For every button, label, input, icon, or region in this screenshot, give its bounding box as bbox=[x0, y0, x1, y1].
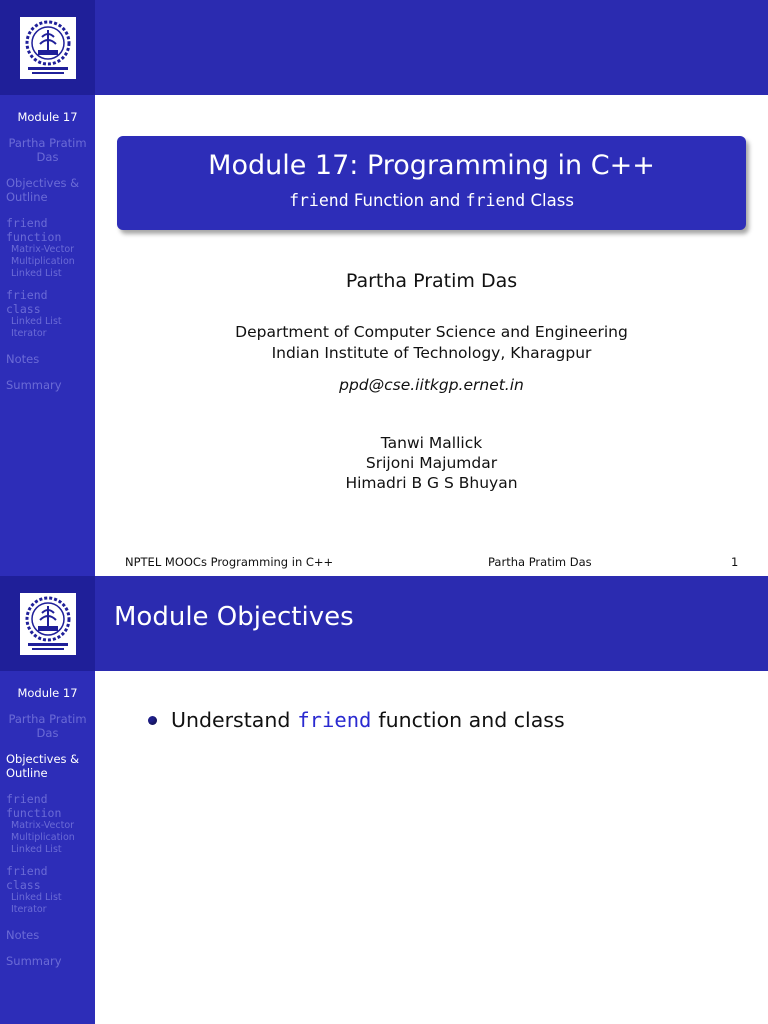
sidebar-nav bbox=[0, 686, 95, 968]
nav-sub-iterator[interactable]: Iterator bbox=[11, 904, 47, 915]
footer-course: NPTEL MOOCs Programming in C++ bbox=[125, 555, 334, 569]
nav-sub-iterator[interactable]: Iterator bbox=[11, 328, 47, 339]
nav-item-objectives[interactable]: Objectives & Outline bbox=[6, 752, 80, 780]
author-name: Partha Pratim Das bbox=[345, 270, 518, 292]
list-item bbox=[148, 708, 565, 732]
objectives-slide bbox=[0, 576, 768, 1024]
institute: Indian Institute of Technology, Kharagpur bbox=[271, 344, 592, 362]
sidebar-nav bbox=[0, 110, 95, 392]
bullet-text-pre: Understand bbox=[171, 708, 291, 732]
nav-item-summary[interactable]: Summary bbox=[6, 954, 62, 968]
slide-subtitle bbox=[117, 191, 746, 210]
team-member: Tanwi Mallick bbox=[380, 434, 483, 452]
nav-item-notes[interactable]: Notes bbox=[6, 928, 40, 942]
subtitle-mid: Function and bbox=[353, 191, 461, 210]
nav-item-summary[interactable]: Summary bbox=[6, 378, 62, 392]
subtitle-end: Class bbox=[530, 191, 574, 210]
logo-container bbox=[0, 576, 95, 671]
bullet-icon bbox=[148, 716, 157, 725]
team-member: Himadri B G S Bhuyan bbox=[345, 474, 518, 492]
author-email: ppd@cse.iitkgp.ernet.in bbox=[339, 376, 524, 394]
logo-container bbox=[0, 0, 95, 95]
slide-title: Module 17: Programming in C++ bbox=[208, 150, 655, 181]
frame-title: Module Objectives bbox=[114, 602, 354, 632]
iit-kharagpur-logo-icon bbox=[20, 593, 76, 655]
nav-item-author[interactable]: Partha Pratim Das bbox=[8, 136, 87, 164]
nav-sub-matrix-vector[interactable]: Matrix-Vector Multiplication bbox=[11, 820, 75, 843]
nav-item-module[interactable]: Module 17 bbox=[17, 686, 78, 700]
nav-item-friend-function[interactable]: friend function bbox=[6, 792, 62, 820]
team-member: Srijoni Majumdar bbox=[365, 454, 498, 472]
sidebar bbox=[0, 0, 95, 576]
footer-author: Partha Pratim Das bbox=[488, 555, 592, 569]
subtitle-keyword-2: friend bbox=[465, 191, 526, 210]
sidebar bbox=[0, 576, 95, 1024]
subtitle-keyword-1: friend bbox=[289, 191, 349, 210]
nav-item-author[interactable]: Partha Pratim Das bbox=[8, 712, 87, 740]
nav-sub-matrix-vector[interactable]: Matrix-Vector Multiplication bbox=[11, 244, 75, 267]
nav-sub-linked-list-2[interactable]: Linked List bbox=[11, 316, 62, 327]
footer-page-number: 1 bbox=[731, 555, 739, 569]
header-bar bbox=[95, 0, 768, 95]
nav-item-friend-class[interactable]: friend class bbox=[6, 864, 48, 892]
nav-item-objectives[interactable]: Objectives & Outline bbox=[6, 176, 80, 204]
nav-item-friend-class[interactable]: friend class bbox=[6, 288, 48, 316]
iit-kharagpur-logo-icon bbox=[20, 17, 76, 79]
nav-item-module[interactable]: Module 17 bbox=[17, 110, 78, 124]
affiliation bbox=[95, 322, 768, 364]
bullet-keyword: friend bbox=[297, 708, 372, 732]
bullet-text-post: function and class bbox=[378, 708, 565, 732]
nav-sub-linked-list[interactable]: Linked List bbox=[11, 844, 62, 855]
nav-item-friend-function[interactable]: friend function bbox=[6, 216, 62, 244]
title-box bbox=[117, 136, 746, 230]
nav-sub-linked-list-2[interactable]: Linked List bbox=[11, 892, 62, 903]
nav-item-notes[interactable]: Notes bbox=[6, 352, 40, 366]
department: Department of Computer Science and Engineering bbox=[235, 323, 628, 341]
team-list bbox=[95, 433, 768, 493]
nav-sub-linked-list[interactable]: Linked List bbox=[11, 268, 62, 279]
